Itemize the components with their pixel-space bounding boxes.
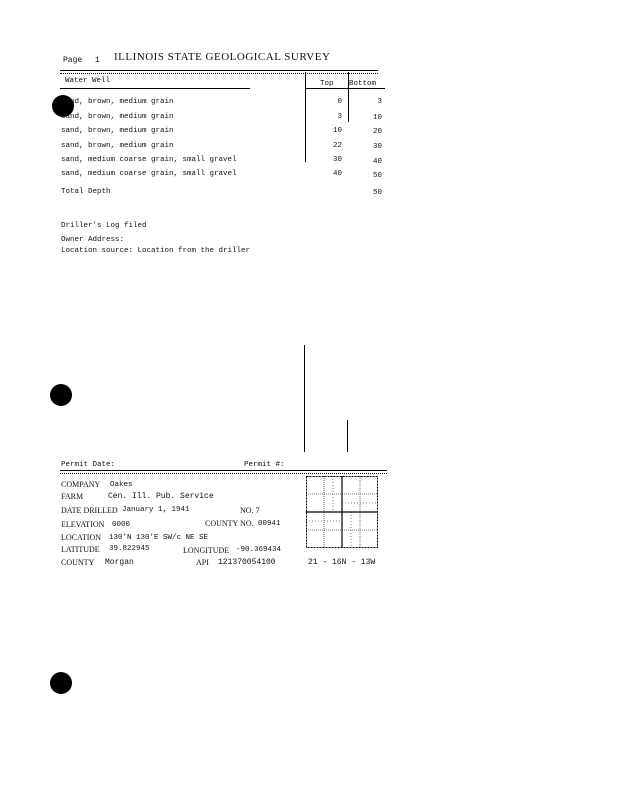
row-description: sand, brown, medium grain [61,113,174,121]
header-rule [60,70,378,71]
well-no-label [240,506,260,515]
longitude-label: LONGITUDE [183,546,230,555]
section-grid [306,476,378,548]
date-drilled-value: January 1, 1941 [122,506,190,514]
row-description: sand, brown, medium grain [61,142,174,150]
page-label-text: Page [63,56,83,65]
punch-hole-middle [50,384,72,406]
drillers-log-note: Driller's Log filed [61,222,147,230]
column-divider-right [348,72,349,122]
row-bottom: 20 [372,128,382,136]
table-header-rule-left [60,88,250,89]
row-bottom: 10 [372,114,382,122]
date-drilled-label: DATE DRILLED [61,506,118,515]
farm-label: FARM [61,492,84,501]
page-label [63,56,100,65]
permit-date-label: Permit Date: [61,461,116,469]
row-top: 3 [337,113,342,121]
punch-hole-bottom [50,672,72,694]
column-header-top: Top [320,80,334,88]
longitude-value: -90.369434 [236,546,282,554]
section-title: Water Well [65,77,111,85]
location-source: Location source: Location from the driller [61,247,251,255]
elevation-label: ELEVATION [61,520,105,529]
well-no-value: 7 [255,506,260,515]
well-no-label-text: NO. [240,506,254,515]
survey-title: ILLINOIS STATE GEOLOGICAL SURVEY [114,51,331,63]
row-bottom: 30 [372,143,382,151]
row-description: sand, medium coarse grain, small gravel [61,170,237,178]
permit-number-label: Permit #: [244,461,285,469]
total-depth-label: Total Depth [61,188,111,196]
elevation-value: 0000 [112,521,131,529]
section-grid-svg [306,476,378,548]
row-description: sand, medium coarse grain, small gravel [61,156,237,164]
column-divider-lower-right [347,420,348,452]
row-top: 10 [332,127,342,135]
column-divider-left [305,72,306,162]
row-top: 40 [332,170,342,178]
township-range-value: 21 - 16N - 13W [308,558,376,567]
row-bottom: 50 [372,172,382,180]
row-bottom: 3 [377,98,382,106]
row-top: 30 [332,156,342,164]
page-number: 1 [95,56,100,65]
county-label: COUNTY [61,558,95,567]
location-label: LOCATION [61,533,101,542]
farm-value: Cen. Ill. Pub. Service [108,492,214,501]
latitude-label: LATITUDE [61,545,100,554]
api-label: API [196,558,209,567]
header-rule-dotted [60,73,378,74]
latitude-value: 39.822945 [109,545,150,553]
column-divider-lower-left [304,345,305,452]
api-value: 121370054100 [218,558,276,567]
company-label: COMPANY [61,480,101,489]
county-no-label: COUNTY NO. [205,519,254,528]
county-value: Morgan [105,558,134,567]
table-header-rule-right [305,88,385,89]
company-value: Oakes [110,481,133,489]
owner-address: Owner Address: [61,236,125,244]
column-header-bottom: Bottom [349,80,377,88]
permit-rule [60,470,387,471]
location-value: 130'N 130'E SW/c NE SE [109,534,209,542]
row-description: sand, brown, medium grain [61,127,174,135]
county-no-value: 00941 [258,520,281,528]
permit-rule-dotted [60,473,387,474]
row-bottom: 40 [372,158,382,166]
row-description: sand, brown, medium grain [61,98,174,106]
row-top: 0 [337,98,342,106]
row-top: 22 [332,142,342,150]
total-depth-value: 50 [372,189,382,197]
